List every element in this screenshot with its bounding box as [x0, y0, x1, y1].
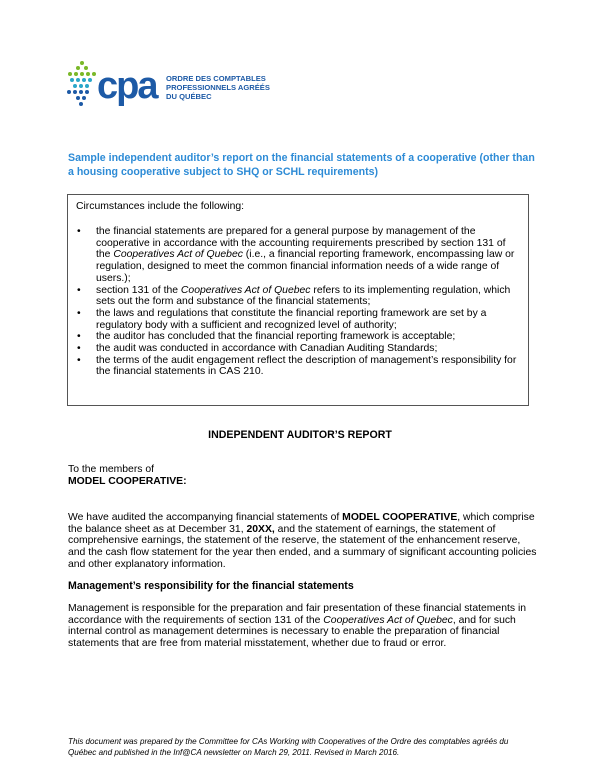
cpa-logo	[66, 60, 296, 112]
footer-note: This document was prepared by the Committee for CAs Working with Cooperatives of the Ordre des comptables agréés du Québec and published in the Inf@CA newsletter on March 29, 2011. Revised in March 2016.	[68, 737, 509, 757]
bullet-icon: •	[77, 343, 81, 355]
document-title: Sample independent auditor’s report on the financial statements of a cooperative (other than a housing cooperative subject to SHQ or SCHL requirements)	[68, 152, 535, 178]
maple-leaf-dots-icon	[66, 60, 100, 112]
bullet-icon: •	[77, 226, 81, 237]
bullet-icon: •	[77, 354, 81, 366]
management-paragraph: Management is responsible for the preparation and fair presentation of these financial statements in accordance with the requirements of section 131 of the Cooperatives Act of Quebec, and for such internal control as management determines is necessary to enable the preparation of financial statements that are free from material misstatement, whether due to fraud or error.	[68, 603, 527, 650]
bullet-icon: •	[77, 331, 81, 343]
list-item: • the laws and regulations that constitute the financial reporting framework are set by a regulatory body with a sufficient and recognized level of authority;	[77, 307, 487, 331]
circumstances-list	[76, 226, 521, 378]
bullet-icon: •	[77, 284, 81, 296]
bullet-icon: •	[77, 307, 81, 319]
to-line: To the members of	[68, 464, 155, 475]
logo-org-name: ORDRE DES COMPTABLES PROFESSIONNELS AGRÉÉS DU QUÉBEC	[166, 74, 270, 101]
management-responsibility-heading: Management’s responsibility for the financial statements	[68, 580, 354, 592]
list-item: • the auditor has concluded that the financial reporting framework is acceptable;	[77, 331, 456, 343]
list-item: • the financial statements are prepared for a general purpose by management of the cooperative in accordance with the accounting requirements prescribed by section 131 of the Cooperatives Act of Quebec (i.e., a financial reporting framework, encompassing law or regulation, designed to meet the common financial information needs of a wide range of users.);	[77, 226, 515, 284]
list-item: • section 131 of the Cooperatives Act of Quebec refers to its implementing regulation, which sets out the form and substance of the financial statements;	[77, 284, 511, 308]
list-item: • the terms of the audit engagement reflect the description of management’s responsibility for the financial statements in CAS 210.	[77, 354, 517, 378]
circumstances-box	[67, 194, 529, 406]
circumstances-intro: Circumstances include the following:	[76, 201, 245, 212]
addressee-block	[68, 464, 187, 488]
opinion-paragraph: We have audited the accompanying financial statements of MODEL COOPERATIVE, which comprise the balance sheet as at December 31, 20XX, and the statement of earnings, the statement of comprehensive earnings, the statement of the reserve, the statement of the enhancement reserve, and the cash flow statement for the year then ended, and a summary of significant accounting policies and other explanatory information.	[68, 512, 537, 570]
logo-wordmark: cpa	[97, 65, 157, 107]
list-item: • the audit was conducted in accordance with Canadian Auditing Standards;	[77, 343, 438, 355]
report-heading: INDEPENDENT AUDITOR’S REPORT	[208, 429, 392, 441]
addressee-name: MODEL COOPERATIVE:	[68, 476, 187, 487]
